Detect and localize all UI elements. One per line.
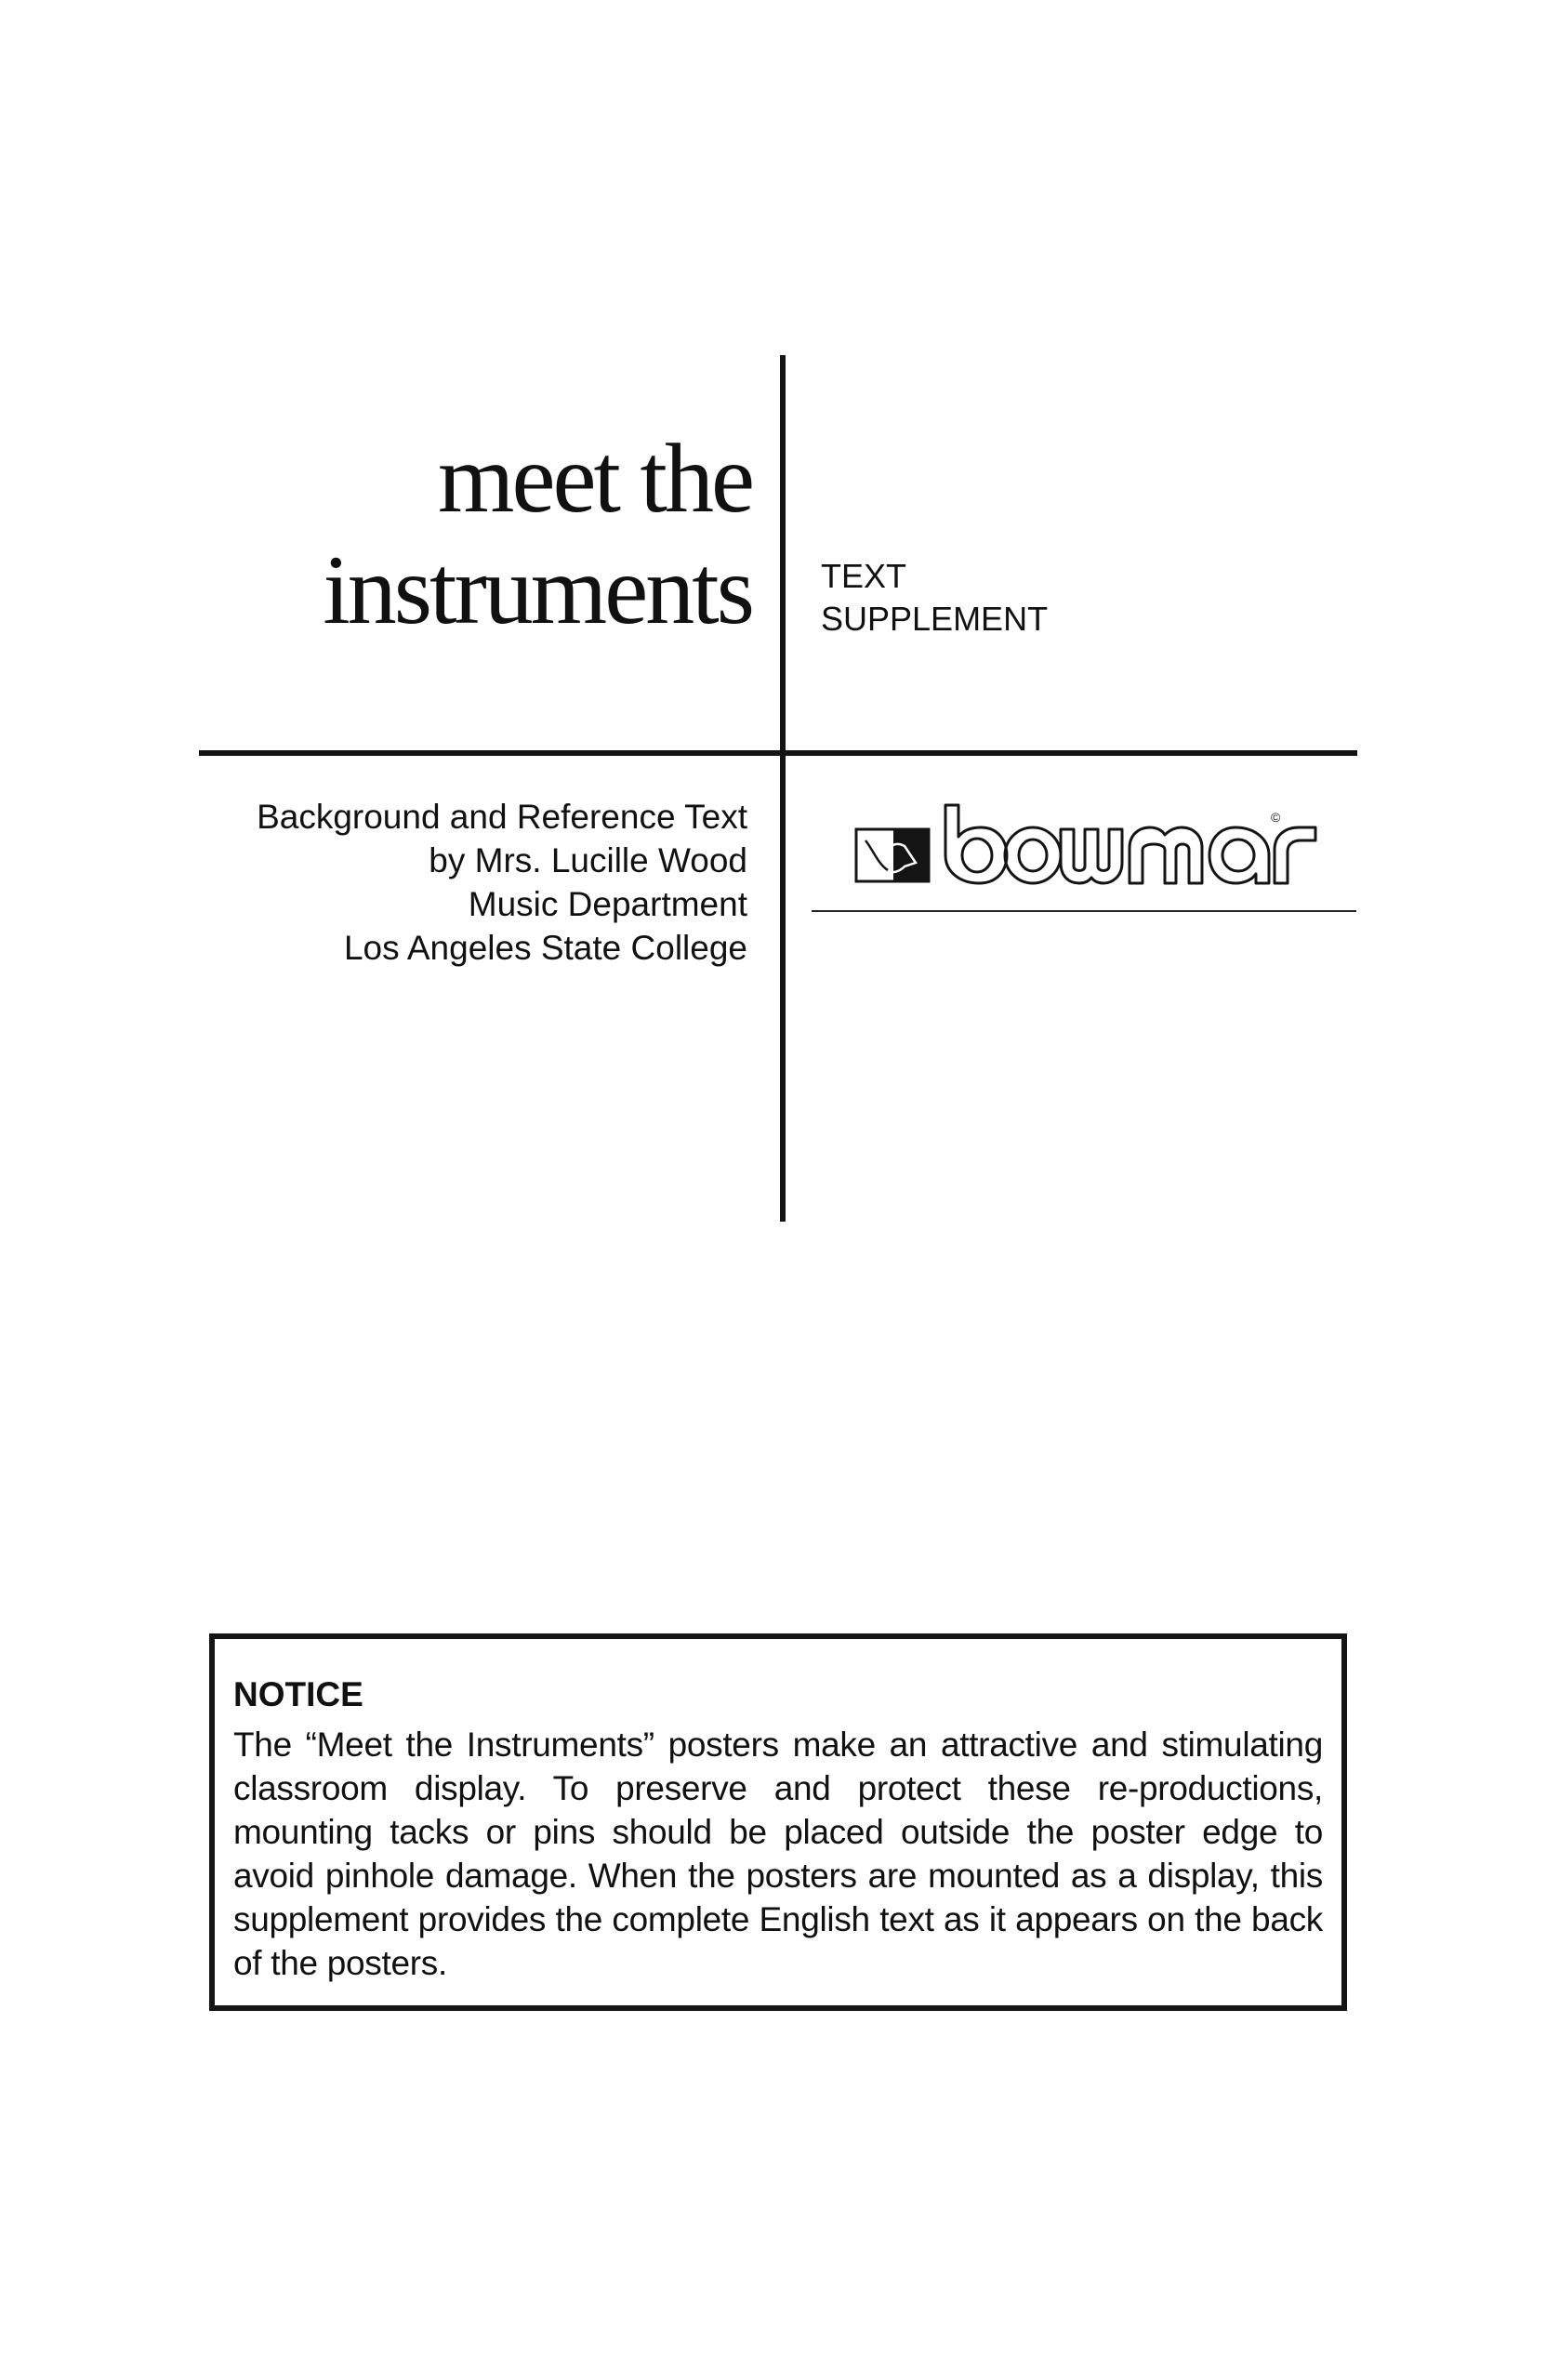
title-line-1: meet the: [438, 424, 752, 533]
logo-underline: [812, 910, 1356, 912]
horn-emblem-icon: [856, 829, 929, 881]
notice-box: [209, 1633, 1347, 2011]
credits-line-4: Los Angeles State College: [343, 929, 747, 967]
credits-line-2: by Mrs. Lucille Wood: [429, 841, 747, 879]
trademark-mark: ©: [1271, 810, 1281, 825]
credits-line-3: Music Department: [468, 885, 747, 923]
notice-heading: NOTICE: [233, 1675, 363, 1713]
horizontal-divider: [199, 750, 1357, 756]
notice-body: The “Meet the Instruments” posters make an attractive and stimulating classroom display. To preserve and protect these re-productions, mounting tacks or pins should be placed outside the poster edge to avoid pinhole damage. When the posters are mounted as a display, this supplement provides the complete English text as it appears on the back of the posters.: [233, 1726, 1323, 1982]
subtitle-line-1: TEXT: [821, 557, 907, 595]
bowmar-logo-icon: [854, 801, 1319, 885]
title-line-2: instruments: [323, 536, 752, 644]
vertical-divider: [780, 355, 786, 1222]
publisher-logo: [854, 801, 1319, 876]
subtitle-line-2: SUPPLEMENT: [821, 600, 1049, 638]
document-subtitle: [821, 555, 1048, 641]
credits-line-1: Background and Reference Text: [257, 798, 747, 836]
document-title: [323, 423, 752, 646]
author-credits: [257, 795, 747, 970]
